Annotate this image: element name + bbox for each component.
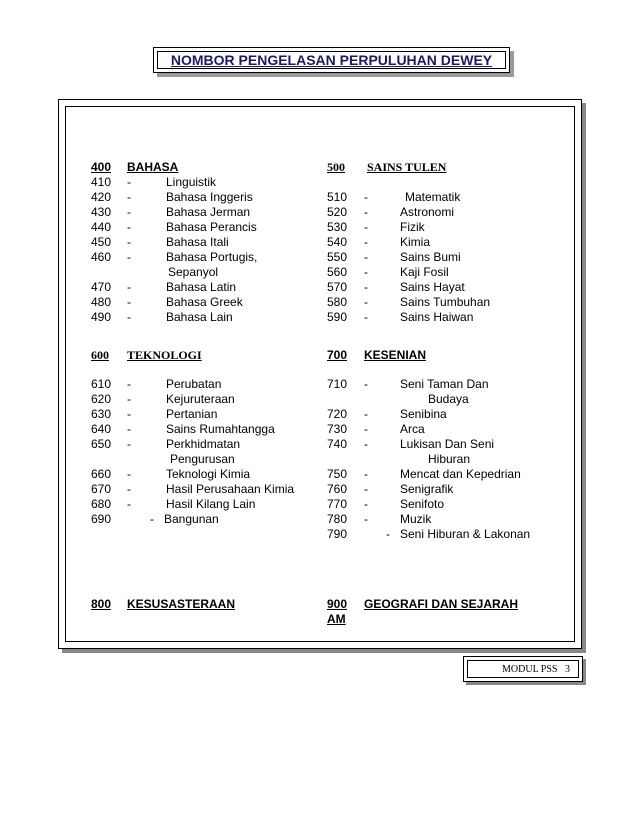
item-dash: - [127, 280, 131, 294]
item-dash: - [364, 280, 368, 294]
section-500-name: SAINS TULEN [367, 160, 447, 174]
item-dash: - [127, 392, 131, 406]
item-code: 760 [327, 482, 348, 496]
item-dash: - [364, 220, 368, 234]
item-code: 410 [91, 175, 112, 189]
item-label: Senibina [400, 407, 447, 421]
item-dash: - [364, 422, 368, 436]
item-label: Bahasa Perancis [166, 220, 257, 234]
item-label: Bahasa Greek [166, 295, 243, 309]
item-code: 580 [327, 295, 348, 309]
item-code: 710 [327, 377, 348, 391]
section-600-name: TEKNOLOGI [127, 348, 202, 362]
item-dash: - [127, 377, 131, 391]
title-box [153, 47, 510, 73]
item-label: Pertanian [166, 407, 218, 421]
page-title: NOMBOR PENGELASAN PERPULUHAN DEWEY [157, 51, 506, 69]
item-dash: - [364, 295, 368, 309]
item-dash: - [364, 250, 368, 264]
item-label: Kejuruteraan [166, 392, 235, 406]
section-800-name: KESUSASTERAAN [127, 597, 236, 611]
item-label: Senigrafik [400, 482, 454, 496]
item-label: Bahasa Lain [166, 310, 233, 324]
item-dash: - [364, 377, 368, 391]
item-code: 560 [327, 265, 348, 279]
item-dash: - [364, 512, 368, 526]
item-label: Sains Hayat [400, 280, 465, 294]
item-label-cont: Sepanyol [168, 265, 219, 279]
item-label: Muzik [400, 512, 432, 526]
item-dash: - [127, 190, 131, 204]
item-label: Linguistik [166, 175, 217, 189]
section-400-code: 400 [91, 160, 112, 174]
item-code: 470 [91, 280, 112, 294]
item-code: 570 [327, 280, 348, 294]
content-frame [58, 99, 582, 649]
item-code: 640 [91, 422, 112, 436]
item-code: 720 [327, 407, 348, 421]
item-code: 660 [91, 467, 112, 481]
item-dash: - [364, 407, 368, 421]
item-label: Perkhidmatan [166, 437, 241, 451]
item-label: Kimia [400, 235, 431, 249]
item-dash: - [127, 295, 131, 309]
item-dash: - [364, 235, 368, 249]
item-label: Seni Taman Dan [400, 377, 489, 391]
item-code: 650 [91, 437, 112, 451]
item-dash: - [127, 422, 131, 436]
item-code: 750 [327, 467, 348, 481]
item-dash: - [364, 497, 368, 511]
item-dash: - [364, 265, 368, 279]
item-code: 730 [327, 422, 348, 436]
item-label: Bahasa Itali [166, 235, 229, 249]
item-code: 450 [91, 235, 112, 249]
item-dash: - [127, 250, 131, 264]
item-code: 530 [327, 220, 348, 234]
item-label-cont: Hiburan [428, 452, 471, 466]
item-label: Sains Tumbuhan [400, 295, 491, 309]
item-code: 690 [91, 512, 112, 526]
item-dash: - [127, 407, 131, 421]
item-code: 520 [327, 205, 348, 219]
item-label: Teknologi Kimia [166, 467, 251, 481]
section-900-code: 900 [327, 597, 348, 611]
item-dash: - [364, 205, 368, 219]
section-700-name: KESENIAN [364, 348, 427, 362]
item-code: 480 [91, 295, 112, 309]
item-code: 790 [327, 527, 348, 541]
item-dash: - [127, 205, 131, 219]
item-code: 430 [91, 205, 112, 219]
item-code: 740 [327, 437, 348, 451]
item-code: 440 [91, 220, 112, 234]
item-label: Kaji Fosil [400, 265, 449, 279]
item-dash: - [364, 310, 368, 324]
item-label: Bahasa Portugis, [166, 250, 258, 264]
item-label: Matematik [405, 190, 461, 204]
item-label: Sains Rumahtangga [166, 422, 275, 436]
item-dash: - [386, 527, 390, 541]
item-dash: - [364, 482, 368, 496]
item-code: 590 [327, 310, 348, 324]
item-label: Hasil Perusahaan Kimia [166, 482, 295, 496]
item-label: Fizik [400, 220, 425, 234]
item-label: Senifoto [400, 497, 445, 511]
item-label: Seni Hiburan & Lakonan [400, 527, 531, 541]
item-dash: - [364, 467, 368, 481]
footer-label: MODUL PSS 3 [467, 660, 579, 678]
item-label: Hasil Kilang Lain [166, 497, 256, 511]
section-700-code: 700 [327, 348, 348, 362]
item-label: Sains Bumi [400, 250, 461, 264]
content-frame-inner [65, 106, 575, 642]
item-label-cont: Pengurusan [170, 452, 235, 466]
item-code: 780 [327, 512, 348, 526]
item-label: Sains Haiwan [400, 310, 474, 324]
item-dash: - [127, 482, 131, 496]
item-code: 540 [327, 235, 348, 249]
item-dash: - [127, 497, 131, 511]
item-label: Astronomi [400, 205, 455, 219]
item-code: 620 [91, 392, 112, 406]
section-600-code: 600 [91, 348, 109, 362]
item-dash: - [127, 310, 131, 324]
section-800-code: 800 [91, 597, 112, 611]
item-dash: - [127, 437, 131, 451]
item-code: 630 [91, 407, 112, 421]
item-code: 610 [91, 377, 112, 391]
item-dash: - [364, 437, 368, 451]
item-code: 550 [327, 250, 348, 264]
item-label: Bahasa Inggeris [166, 190, 253, 204]
item-label: Lukisan Dan Seni [400, 437, 495, 451]
section-400-name: BAHASA [127, 160, 179, 174]
section-900-code-cont: AM [327, 612, 346, 626]
item-label: Mencat dan Kepedrian [400, 467, 521, 481]
item-label: Bangunan [164, 512, 219, 526]
item-label-cont: Budaya [428, 392, 469, 406]
item-label: Bahasa Latin [166, 280, 237, 294]
section-900-name: GEOGRAFI DAN SEJARAH [364, 597, 519, 611]
item-code: 420 [91, 190, 112, 204]
section-500-code: 500 [327, 160, 345, 174]
item-dash: - [150, 512, 154, 526]
item-dash: - [364, 190, 368, 204]
item-label: Bahasa Jerman [166, 205, 251, 219]
item-code: 770 [327, 497, 348, 511]
item-code: 670 [91, 482, 112, 496]
item-dash: - [127, 175, 131, 189]
item-code: 460 [91, 250, 112, 264]
item-label: Perubatan [166, 377, 222, 391]
item-dash: - [127, 235, 131, 249]
footer-box [463, 656, 583, 682]
item-dash: - [127, 467, 131, 481]
item-label: Arca [400, 422, 425, 436]
item-dash: - [127, 220, 131, 234]
item-code: 490 [91, 310, 112, 324]
item-code: 680 [91, 497, 112, 511]
item-code: 510 [327, 190, 348, 204]
